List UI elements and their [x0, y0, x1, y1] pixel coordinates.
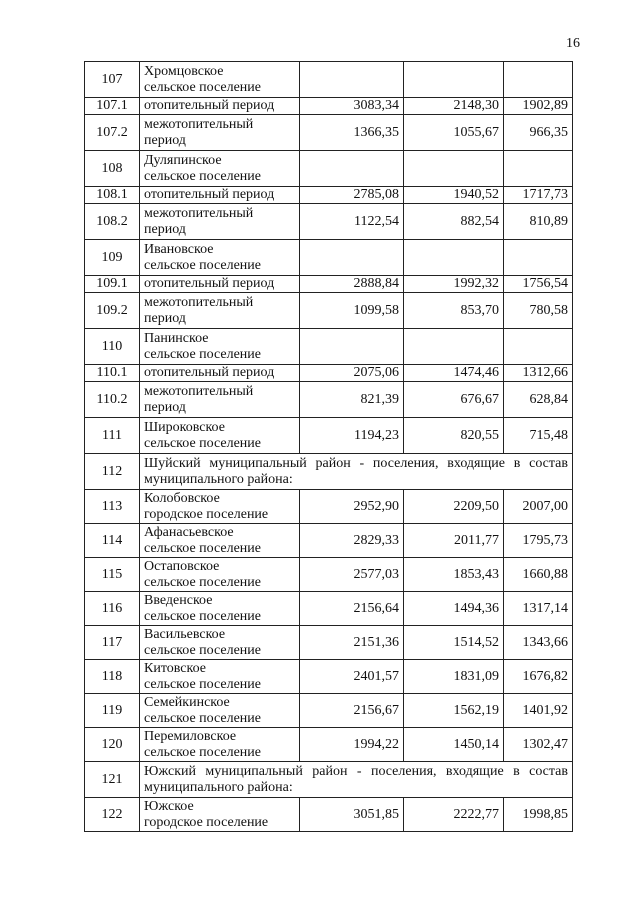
- row-number: 112: [85, 454, 140, 490]
- settlement-name-text: Китовское сельское поселение: [144, 660, 261, 692]
- table-row: [85, 728, 573, 762]
- settlement-name: [140, 524, 300, 558]
- table-row: [85, 762, 573, 798]
- value-col-1: 3051,85: [300, 798, 404, 832]
- value-col-3: 1302,47: [504, 728, 573, 762]
- value-col-1: 2401,57: [300, 660, 404, 694]
- settlement-name-text: Ивановское сельское поселение: [144, 241, 261, 273]
- settlement-name: [140, 660, 300, 694]
- settlement-name: [140, 293, 300, 329]
- value-col-2: 1562,19: [404, 694, 504, 728]
- settlement-name: [140, 151, 300, 187]
- value-col-2: 853,70: [404, 293, 504, 329]
- value-col-1: 2577,03: [300, 558, 404, 592]
- settlement-name-text: отопительный период: [144, 276, 275, 291]
- settlement-name: [140, 62, 300, 98]
- settlement-name: [140, 728, 300, 762]
- settlement-name: [140, 382, 300, 418]
- settlement-name: [140, 240, 300, 276]
- value-col-3: [504, 62, 573, 98]
- row-number: 111: [85, 418, 140, 454]
- settlement-name: [140, 98, 300, 115]
- value-col-3: 1902,89: [504, 98, 573, 115]
- value-col-3: [504, 151, 573, 187]
- value-col-1: 2888,84: [300, 276, 404, 293]
- settlement-name: [140, 626, 300, 660]
- settlement-name: [140, 204, 300, 240]
- row-number: 113: [85, 490, 140, 524]
- value-col-3: 1717,73: [504, 187, 573, 204]
- settlement-name-text: межотопительный период: [144, 116, 254, 148]
- row-number: 117: [85, 626, 140, 660]
- table-row: [85, 365, 573, 382]
- value-col-1: [300, 62, 404, 98]
- table-row: [85, 382, 573, 418]
- settlement-name: [140, 276, 300, 293]
- value-col-1: 2156,64: [300, 592, 404, 626]
- table-row: [85, 276, 573, 293]
- row-number: 109.2: [85, 293, 140, 329]
- table-row: [85, 798, 573, 832]
- row-number: 107: [85, 62, 140, 98]
- table-row: [85, 694, 573, 728]
- settlement-name: [140, 418, 300, 454]
- settlement-name-text: Васильевское сельское поселение: [144, 626, 261, 658]
- value-col-1: 2829,33: [300, 524, 404, 558]
- value-col-2: 2209,50: [404, 490, 504, 524]
- row-number: 116: [85, 592, 140, 626]
- value-col-1: 2075,06: [300, 365, 404, 382]
- value-col-2: 1494,36: [404, 592, 504, 626]
- value-col-1: 1194,23: [300, 418, 404, 454]
- settlement-name: [140, 592, 300, 626]
- value-col-3: [504, 329, 573, 365]
- settlement-name-text: Панинское сельское поселение: [144, 330, 261, 362]
- value-col-3: 780,58: [504, 293, 573, 329]
- table-row: [85, 558, 573, 592]
- settlement-name: [140, 490, 300, 524]
- value-col-2: 2222,77: [404, 798, 504, 832]
- row-number: 109.1: [85, 276, 140, 293]
- value-col-3: 1756,54: [504, 276, 573, 293]
- settlement-name: [140, 694, 300, 728]
- table-row: [85, 660, 573, 694]
- settlement-name-text: Колобовское городское поселение: [144, 490, 269, 522]
- settlement-name: [140, 558, 300, 592]
- table-row: [85, 240, 573, 276]
- value-col-2: [404, 240, 504, 276]
- row-number: 110.1: [85, 365, 140, 382]
- row-number: 115: [85, 558, 140, 592]
- value-col-2: 2011,77: [404, 524, 504, 558]
- value-col-2: [404, 329, 504, 365]
- settlement-name: [140, 115, 300, 151]
- value-col-1: 2156,67: [300, 694, 404, 728]
- value-col-2: 1853,43: [404, 558, 504, 592]
- row-number: 121: [85, 762, 140, 798]
- settlement-name-text: Остаповское сельское поселение: [144, 558, 261, 590]
- value-col-1: 1994,22: [300, 728, 404, 762]
- value-col-2: 1940,52: [404, 187, 504, 204]
- row-number: 108.1: [85, 187, 140, 204]
- tariff-table: [84, 61, 573, 832]
- value-col-3: 1998,85: [504, 798, 573, 832]
- table-row: [85, 524, 573, 558]
- settlement-name-text: межотопительный период: [144, 294, 254, 326]
- settlement-name: [140, 365, 300, 382]
- value-col-3: 1401,92: [504, 694, 573, 728]
- value-col-2: 882,54: [404, 204, 504, 240]
- row-number: 120: [85, 728, 140, 762]
- table-row: [85, 293, 573, 329]
- settlement-name: [140, 187, 300, 204]
- row-number: 110: [85, 329, 140, 365]
- settlement-name-text: отопительный период: [144, 187, 275, 202]
- row-number: 109: [85, 240, 140, 276]
- table-row: [85, 329, 573, 365]
- table-row: [85, 204, 573, 240]
- row-number: 108.2: [85, 204, 140, 240]
- value-col-1: 2785,08: [300, 187, 404, 204]
- value-col-1: 2151,36: [300, 626, 404, 660]
- page-number: 16: [566, 36, 580, 51]
- value-col-2: 1831,09: [404, 660, 504, 694]
- value-col-2: 2148,30: [404, 98, 504, 115]
- row-number: 107.2: [85, 115, 140, 151]
- value-col-1: 821,39: [300, 382, 404, 418]
- value-col-2: 1055,67: [404, 115, 504, 151]
- settlement-name: [140, 798, 300, 832]
- value-col-1: 1366,35: [300, 115, 404, 151]
- table-row: [85, 187, 573, 204]
- settlement-name-text: Введенское сельское поселение: [144, 592, 261, 624]
- value-col-3: 966,35: [504, 115, 573, 151]
- settlement-name-text: межотопительный период: [144, 383, 254, 415]
- settlement-name-text: Широковское сельское поселение: [144, 419, 261, 451]
- value-col-2: 1992,32: [404, 276, 504, 293]
- row-number: 119: [85, 694, 140, 728]
- row-number: 110.2: [85, 382, 140, 418]
- value-col-2: 1474,46: [404, 365, 504, 382]
- settlement-name-text: Перемиловское сельское поселение: [144, 728, 261, 760]
- row-number: 108: [85, 151, 140, 187]
- table-row: [85, 115, 573, 151]
- district-heading: Шуйский муниципальный район - поселения, входящие в состав муниципального района:: [140, 454, 573, 490]
- value-col-2: [404, 151, 504, 187]
- value-col-3: 2007,00: [504, 490, 573, 524]
- value-col-1: 2952,90: [300, 490, 404, 524]
- value-col-3: 1676,82: [504, 660, 573, 694]
- value-col-3: 1660,88: [504, 558, 573, 592]
- value-col-1: 3083,34: [300, 98, 404, 115]
- settlement-name-text: Южское городское поселение: [144, 798, 269, 830]
- value-col-2: 820,55: [404, 418, 504, 454]
- value-col-3: 715,48: [504, 418, 573, 454]
- row-number: 107.1: [85, 98, 140, 115]
- value-col-3: 1343,66: [504, 626, 573, 660]
- settlement-name-text: Хромцовское сельское поселение: [144, 63, 261, 95]
- settlement-name-text: межотопительный период: [144, 205, 254, 237]
- table-row: [85, 62, 573, 98]
- value-col-3: 1312,66: [504, 365, 573, 382]
- value-col-3: 628,84: [504, 382, 573, 418]
- value-col-3: 1317,14: [504, 592, 573, 626]
- value-col-2: 676,67: [404, 382, 504, 418]
- table-row: [85, 626, 573, 660]
- settlement-name-text: Дуляпинское сельское поселение: [144, 152, 261, 184]
- row-number: 114: [85, 524, 140, 558]
- value-col-2: 1514,52: [404, 626, 504, 660]
- value-col-1: [300, 240, 404, 276]
- table-row: [85, 490, 573, 524]
- value-col-3: [504, 240, 573, 276]
- value-col-2: 1450,14: [404, 728, 504, 762]
- table-row: [85, 98, 573, 115]
- value-col-1: 1099,58: [300, 293, 404, 329]
- value-col-1: [300, 151, 404, 187]
- table-row: [85, 454, 573, 490]
- row-number: 118: [85, 660, 140, 694]
- value-col-1: [300, 329, 404, 365]
- settlement-name-text: отопительный период: [144, 98, 275, 113]
- settlement-name: [140, 329, 300, 365]
- value-col-3: 810,89: [504, 204, 573, 240]
- settlement-name-text: Семейкинское сельское поселение: [144, 694, 261, 726]
- district-heading: Южский муниципальный район - поселения, входящие в состав муниципального района:: [140, 762, 573, 798]
- table-body: [85, 62, 573, 832]
- table-row: [85, 592, 573, 626]
- row-number: 122: [85, 798, 140, 832]
- settlement-name-text: отопительный период: [144, 365, 275, 380]
- value-col-3: 1795,73: [504, 524, 573, 558]
- settlement-name-text: Афанасьевское сельское поселение: [144, 524, 261, 556]
- table-row: [85, 151, 573, 187]
- table-row: [85, 418, 573, 454]
- value-col-1: 1122,54: [300, 204, 404, 240]
- value-col-2: [404, 62, 504, 98]
